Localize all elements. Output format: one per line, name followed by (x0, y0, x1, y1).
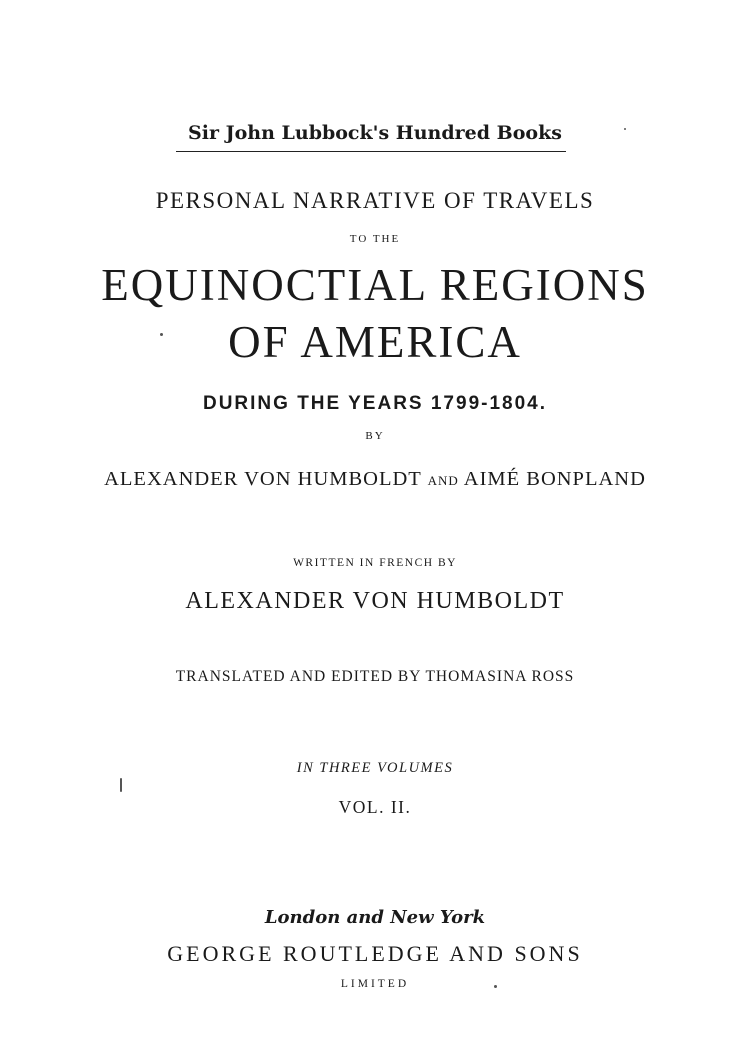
title-line-1: PERSONAL NARRATIVE OF TRAVELS (155, 188, 595, 213)
title-to-the: TO THE (349, 233, 401, 245)
authors-conjunction: AND (427, 473, 459, 488)
author-humboldt: ALEXANDER VON HUMBOLDT (104, 468, 422, 490)
volume-number: VOL. II. (338, 797, 412, 817)
series-title: Sir John Lubbock's Hundred Books (188, 122, 562, 144)
imprint-place: London and New York (264, 907, 486, 928)
imprint-limited: LIMITED (340, 978, 410, 990)
paper-speck (160, 333, 163, 336)
written-author: ALEXANDER VON HUMBOLDT (185, 588, 565, 614)
series-title-underline (176, 151, 566, 152)
paper-speck (494, 985, 497, 988)
paper-speck (120, 778, 122, 792)
translator-line: TRANSLATED AND EDITED BY THOMASINA ROSS (175, 668, 575, 685)
years-line: DURING THE YEARS 1799-1804. (202, 393, 548, 414)
authors-line (0, 469, 750, 490)
by-label: BY (365, 430, 385, 442)
author-bonpland: AIMÉ BONPLAND (463, 468, 646, 490)
volumes-line: IN THREE VOLUMES (296, 760, 454, 776)
written-label: WRITTEN IN FRENCH BY (293, 557, 457, 569)
title-line-3: OF AMERICA (228, 317, 522, 367)
paper-speck (624, 128, 626, 130)
imprint-publisher: GEORGE ROUTLEDGE AND SONS (167, 941, 583, 966)
title-line-2: EQUINOCTIAL REGIONS (101, 260, 649, 310)
